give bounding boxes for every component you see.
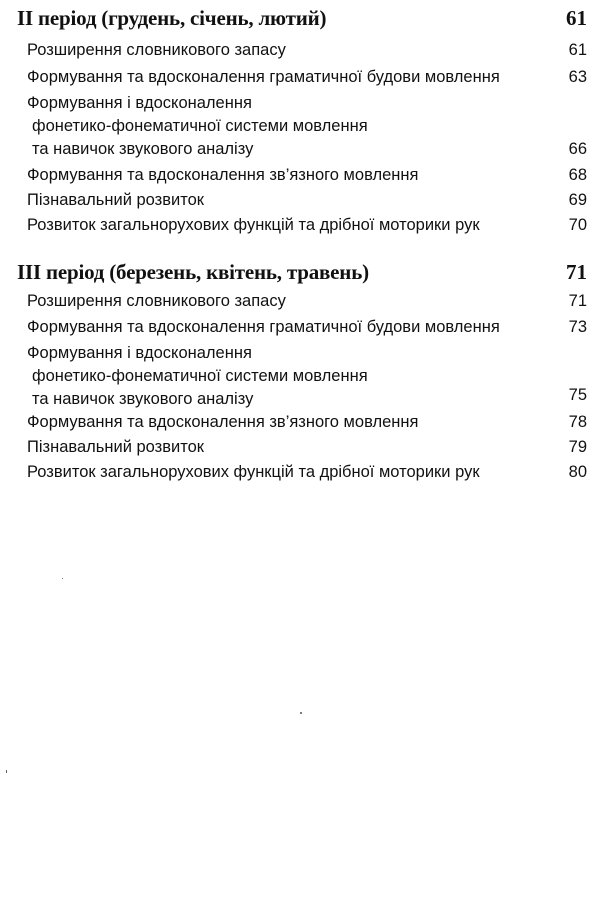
toc-entry xyxy=(27,342,368,411)
toc-entry-title-line-2: фонетико-фонематичної системи мовлення xyxy=(32,117,368,135)
toc-entry xyxy=(27,290,286,313)
toc-entry-page: 66 xyxy=(568,140,587,158)
toc-entry xyxy=(27,461,480,484)
toc-entry-title: Розвиток загальнорухових функцій та дрібної моторики рук xyxy=(27,216,480,234)
toc-entry-page: 71 xyxy=(568,292,587,310)
toc-entry-title: Розширення словникового запасу xyxy=(27,292,286,310)
section-heading: ІІ період (грудень, січень, лютий) xyxy=(17,6,327,30)
toc-entry xyxy=(27,189,204,212)
toc-entry-title-line-1: Формування і вдосконалення xyxy=(27,344,252,362)
toc-entry xyxy=(27,316,500,339)
toc-entry-title-line-3: та навичок звукового аналізу xyxy=(32,390,254,408)
toc-entry xyxy=(27,436,204,459)
toc-entry xyxy=(27,39,286,62)
toc-entry-page: 75 xyxy=(568,386,587,404)
toc-entry-title: Розвиток загальнорухових функцій та дрібної моторики рук xyxy=(27,463,480,481)
section-page-number: 61 xyxy=(566,6,587,30)
toc-entry-title-line-3: та навичок звукового аналізу xyxy=(32,140,254,158)
toc-entry-title: Пізнавальний розвиток xyxy=(27,438,204,456)
toc-entry-title-line-1: Формування і вдосконалення xyxy=(27,94,252,112)
toc-entry-page: 68 xyxy=(568,166,587,184)
section-page-number: 71 xyxy=(566,260,587,284)
toc-entry-title: Формування та вдосконалення зв’язного мовлення xyxy=(27,413,419,431)
toc-entry-page: 63 xyxy=(568,68,587,86)
scan-speck xyxy=(300,712,302,714)
toc-entry-page: 73 xyxy=(568,318,587,336)
toc-entry-page: 61 xyxy=(568,41,587,59)
toc-entry-title: Формування та вдосконалення зв’язного мовлення xyxy=(27,166,419,184)
toc-entry-page: 70 xyxy=(568,216,587,234)
toc-entry-page: 78 xyxy=(568,413,587,431)
scan-speck xyxy=(6,770,7,773)
toc-entry-title: Пізнавальний розвиток xyxy=(27,191,204,209)
toc-entry xyxy=(27,92,368,161)
toc-entry xyxy=(27,66,500,89)
toc-entry-page: 79 xyxy=(568,438,587,456)
toc-entry xyxy=(27,164,418,187)
toc-entry xyxy=(27,214,480,237)
toc-entry-title: Формування та вдосконалення граматичної будови мовлення xyxy=(27,68,500,86)
toc-entry-page: 69 xyxy=(568,191,587,209)
toc-entry-title: Формування та вдосконалення граматичної будови мовлення xyxy=(27,318,500,336)
toc-entry-title: Розширення словникового запасу xyxy=(27,41,286,59)
toc-entry-title-line-2: фонетико-фонематичної системи мовлення xyxy=(32,367,368,385)
scan-speck xyxy=(62,578,63,579)
toc-entry-page: 80 xyxy=(568,463,587,481)
section-heading: ІІІ період (березень, квітень, травень) xyxy=(17,260,369,284)
toc-entry xyxy=(27,411,418,434)
